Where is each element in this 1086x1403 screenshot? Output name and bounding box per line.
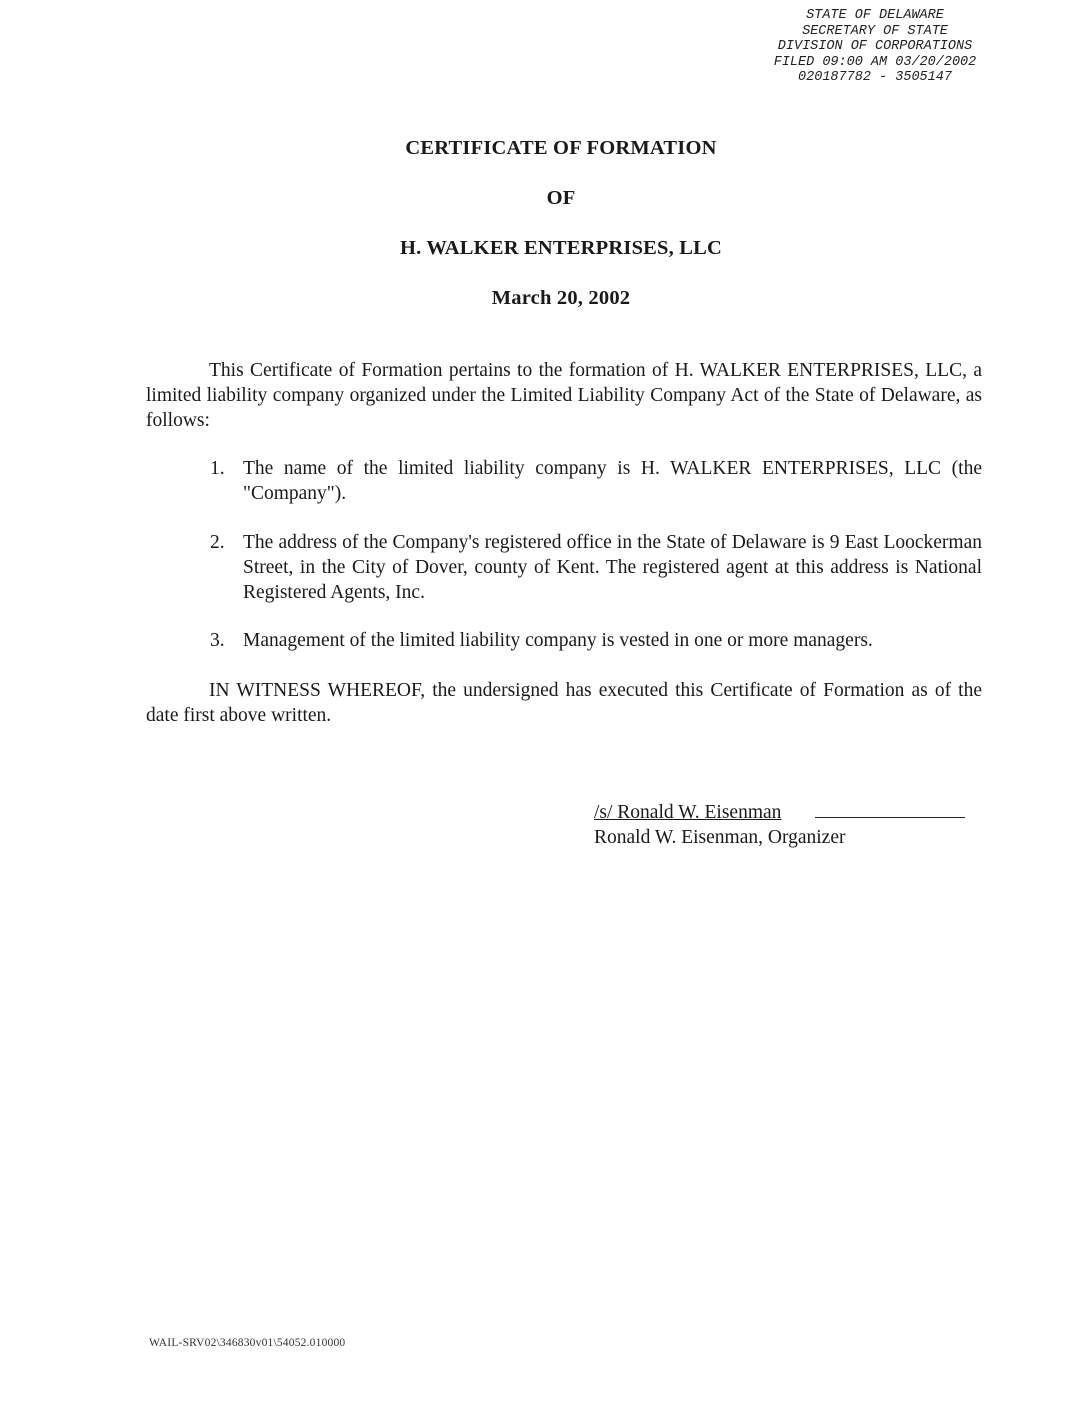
document-title: CERTIFICATE OF FORMATION (405, 137, 717, 159)
title-of: OF (546, 187, 576, 209)
company-name-heading: H. WALKER ENTERPRISES, LLC (399, 237, 723, 259)
signature-block (594, 800, 994, 850)
list-item (210, 530, 982, 605)
list-item (210, 456, 982, 506)
list-item-text: The name of the limited liability company is H. WALKER ENTERPRISES, LLC (the "Company"). (243, 458, 982, 504)
stamp-secretary: SECRETARY OF STATE (802, 23, 948, 39)
list-item-text: Management of the limited liability company is vested in one or more managers. (243, 630, 873, 651)
document-reference: WAIL-SRV02\346830v01\54052.010000 (149, 1337, 346, 1349)
signature-line (594, 800, 994, 825)
stamp-state: STATE OF DELAWARE (806, 8, 944, 23)
list-item-number: 3. (210, 630, 225, 651)
filing-stamp (740, 8, 1010, 86)
signature: /s/ Ronald W. Eisenman (594, 802, 782, 823)
intro-paragraph: This Certificate of Formation pertains to the formation of H. WALKER ENTERPRISES, LLC, a limited liability company organized under the Limited Liability Company Act of the State of Delaware, as follows: (146, 360, 982, 431)
list-item-number: 2. (210, 532, 225, 553)
witness-paragraph: IN WITNESS WHEREOF, the undersigned has executed this Certificate of Formation as of the date first above written. (146, 680, 982, 726)
signer-name-title: Ronald W. Eisenman, Organizer (594, 827, 846, 848)
list-item-text: The address of the Company's registered office in the State of Delaware is 9 East Loockerman Street, in the City of Dover, county of Kent. The registered agent at this address is National Registered Agents, Inc. (243, 532, 982, 603)
document-date: March 20, 2002 (491, 287, 631, 309)
list-item (210, 628, 982, 653)
stamp-file-number: 020187782 - 3505147 (798, 70, 952, 85)
stamp-division: DIVISION OF CORPORATIONS (777, 39, 973, 54)
list-item-number: 1. (210, 458, 225, 479)
stamp-filed-time: FILED 09:00 AM 03/20/2002 (773, 54, 977, 70)
signature-rule (815, 803, 965, 818)
